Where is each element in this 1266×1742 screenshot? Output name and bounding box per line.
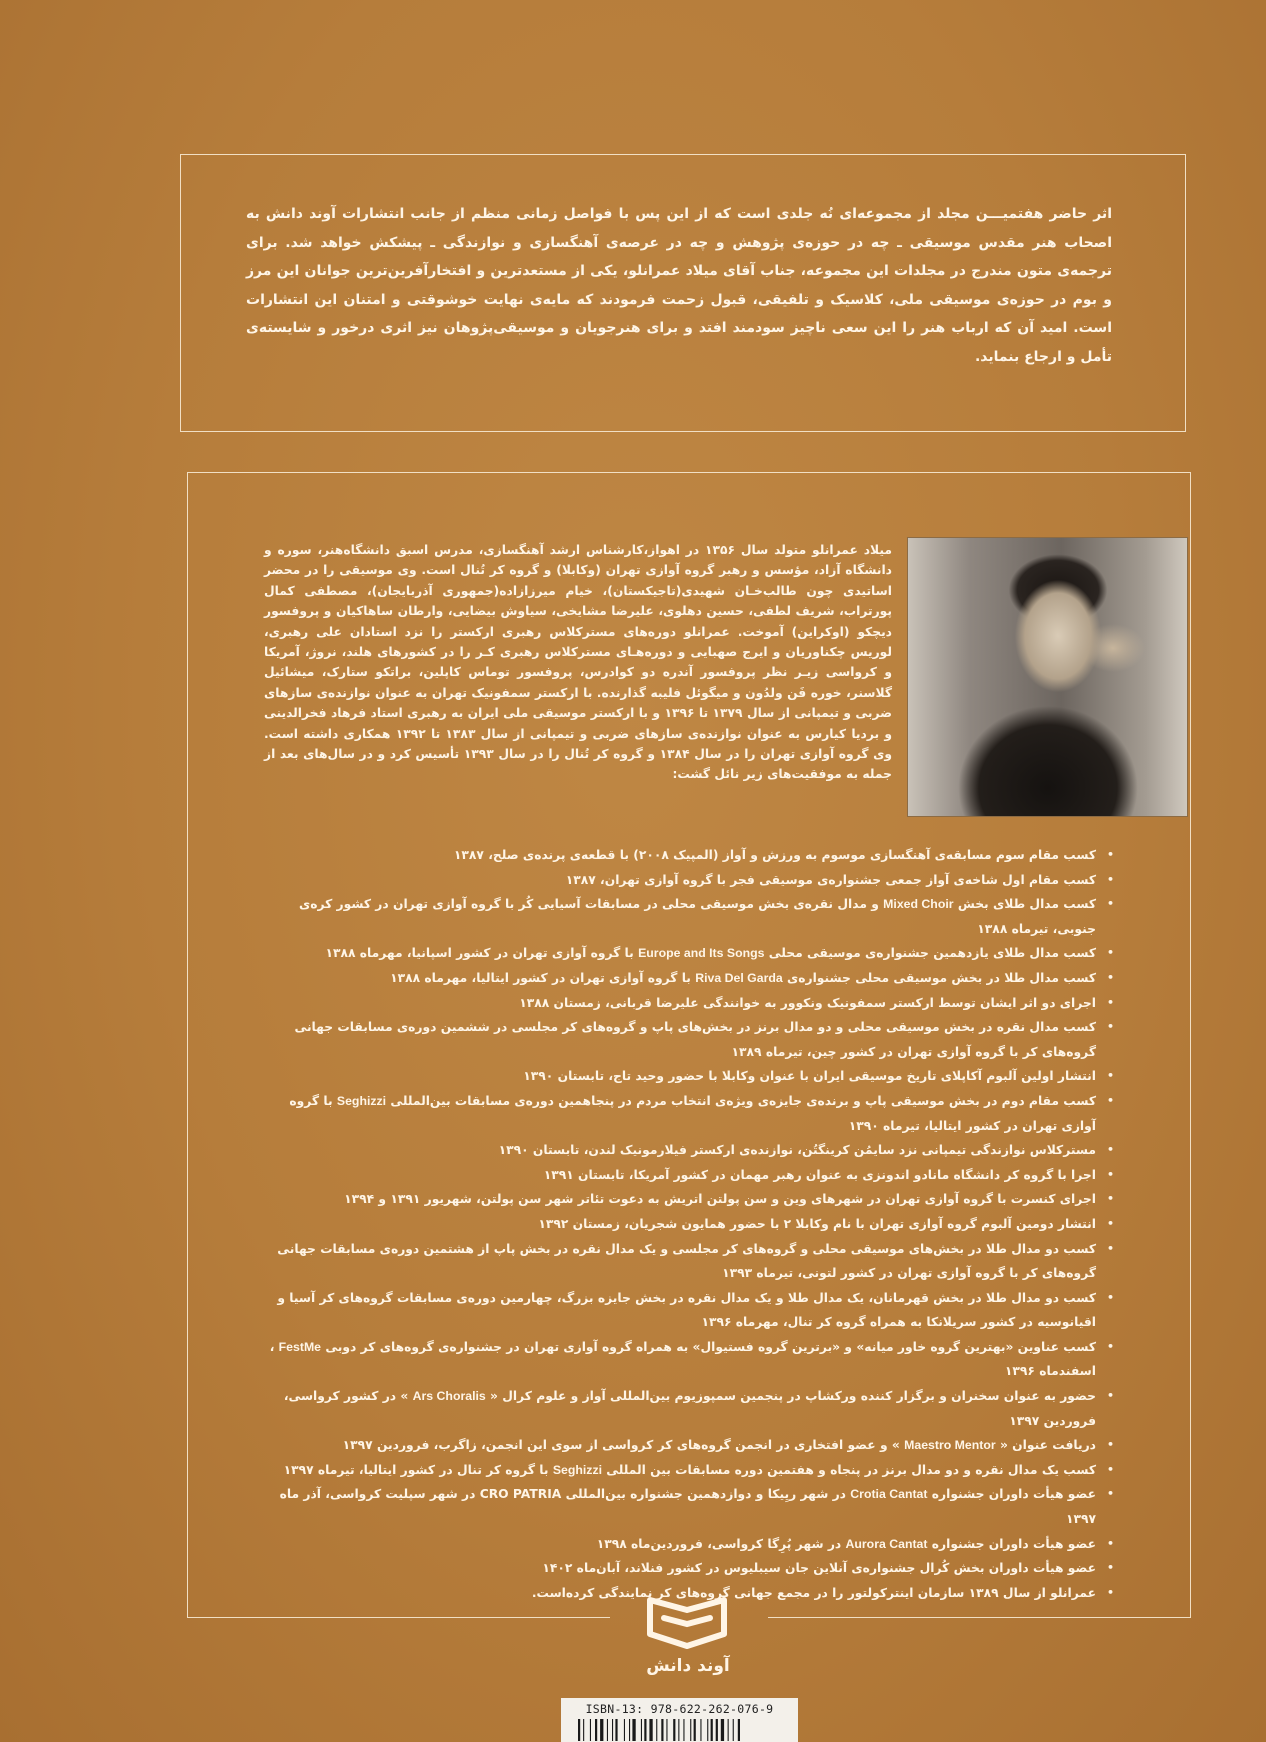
author-photo — [908, 538, 1187, 816]
achievement-latin-name: Ars Choralis — [412, 1389, 486, 1404]
barcode-bar — [615, 1719, 617, 1741]
barcode-bar — [727, 1719, 728, 1741]
achievement-text: انتشار دومین آلبوم گروه آوازی تهران با نام وکابلا ۲ با حضور همایون شجریان، زمستان ۱۳۹۲ — [538, 1216, 1096, 1231]
barcode-bar — [656, 1719, 657, 1741]
achievement-text: با گروه کر تنال در کشور ایتالیا، تیرماه ۱۳۹۷ — [283, 1462, 549, 1477]
achievement-text: » در کشور کرواسی، فروردین ۱۳۹۷ — [283, 1389, 1096, 1428]
achievement-item — [256, 991, 1118, 1016]
achievement-text: کسب دو مدال طلا در بخش قهرمانان، یک مدال طلا و یک مدال نقره در بخش جایزه بزرگ، چهارمین دوره‌ی مسابقات گروه‌های کر آسیا و اقیانوسیه در کشور سریلانکا به همراه گروه کر تنال، مهرماه ۱۳۹۶ — [277, 1290, 1096, 1330]
achievement-item — [256, 1286, 1118, 1335]
bullet-icon: • — [1106, 995, 1114, 1009]
barcode-bar — [600, 1719, 603, 1741]
achievement-item — [256, 1482, 1118, 1531]
barcode-bar — [700, 1719, 701, 1741]
achievement-item — [256, 1163, 1118, 1188]
achievement-text: عضو هیأت داوران جشنواره — [931, 1487, 1096, 1502]
achievement-text: و مدال نقره‌ی بخش موسیقی محلی در مسابقات آسیایی کُر با گروه آوازی تهران در کشور کره‌ی جنوبی، تیرماه ۱۳۸۸ — [298, 897, 1096, 936]
barcode-bar — [632, 1719, 635, 1741]
achievement-item — [256, 1237, 1118, 1286]
barcode-bar — [666, 1719, 667, 1741]
barcode-bar — [606, 1719, 607, 1741]
achievement-item — [256, 1138, 1118, 1163]
barcode-bar — [661, 1719, 663, 1741]
achievement-text: کسب عناوین «بهترین گروه خاور میانه» و «برترین گروه فستیوال» به همراه گروه آوازی تهران در جشنواره‌ی گروه‌های کر دوبی — [325, 1339, 1096, 1354]
bullet-icon: • — [1106, 897, 1114, 911]
achievement-text: کسب یک مدال نقره و دو مدال برنز در پنجاه و هفتمین دوره مسابقات بین المللی — [606, 1462, 1096, 1477]
achievement-item — [256, 1384, 1118, 1433]
bullet-icon: • — [1106, 1192, 1114, 1206]
achievement-text: حضور به عنوان سخنران و برگزار کننده ورکشاپ در پنجمین سمپوزیوم بین‌المللی آواز و علوم کرال « — [490, 1389, 1096, 1404]
achievement-item — [256, 1335, 1118, 1384]
bullet-icon: • — [1106, 1093, 1114, 1107]
barcode-bar — [595, 1719, 597, 1741]
isbn-text: ISBN-13: 978-622-262-076-9 — [585, 1702, 774, 1716]
achievement-text: کسب مدال طلا در بخش موسیقی محلی جشنواره‌ی — [786, 970, 1096, 985]
barcode-bar — [640, 1719, 641, 1741]
achievement-item — [256, 1187, 1118, 1212]
barcode-bar — [629, 1719, 630, 1741]
bullet-icon: • — [1106, 1216, 1114, 1230]
barcode-bar — [623, 1719, 624, 1741]
achievement-text: کسب مدال نقره در بخش موسیقی محلی و دو مدال برنز در بخش‌های پاپ و گروه‌های کر مجلسی در ششمین دوره‌ی مسابقات جهانی گروه‌های کر با گروه آوازی تهران در کشور چین، تیرماه ۱۳۸۹ — [294, 1020, 1096, 1059]
achievement-item — [256, 892, 1118, 941]
bullet-icon: • — [1106, 1389, 1114, 1403]
barcode-bar — [578, 1719, 580, 1741]
barcode-bar — [707, 1719, 708, 1741]
barcode-bar — [678, 1719, 679, 1741]
bullet-icon: • — [1106, 1241, 1114, 1255]
barcode-bar — [720, 1719, 723, 1741]
bullet-icon: • — [1106, 1339, 1114, 1353]
achievement-item — [256, 868, 1118, 893]
bullet-icon: • — [1106, 872, 1114, 886]
achievement-item — [256, 941, 1118, 966]
bullet-icon: • — [1106, 946, 1114, 960]
bullet-icon: • — [1106, 1585, 1114, 1599]
barcode-bar — [589, 1719, 590, 1741]
achievement-text: با گروه آوازی تهران در کشور ایتالیا، مهرماه ۱۳۸۸ — [390, 970, 691, 985]
bio-paragraph: میلاد عمرانلو متولد سال ۱۳۵۶ در اهواز،کارشناس ارشد آهنگسازی، مدرس اسبق دانشگاه‌هنر، سوره و دانشگاه آزاد، مؤسس و رهبر گروه آوازی تهران (وکابلا) و گروه کر تُنال است. وی موسیقی را در محضر اساتیدی چون طالب‌خـان شهیدی(تاجیکستان)، خیام میرزازاده(جمهوری آذربایجان)، مصطفی کمال پورتراب، شریف لطفی، حسین دهلوی، علیرضا مشایخی، سیاوش بیضایی، وارطان ساهاکیان و پروفسور دیچکو (اوکراین) آموخت. عمرانلو دوره‌های مسترکلاس رهبری ارکستر را نزد استادان علی رهبری، لوریس چکناوریان و ایرج صهبایی و دوره‌هـای مسترکلاس رهبری کـر را در کشورهای هلند، نروژ، آمریکا و کرواسی زیـر نظر پروفسور آندره دو کوادرس، پروفسور توماس کاپلین، براتکو ستارک، میشائیل گلاسنر، خوره فَن ولدُون و میگوئل فلیبه گذارنده. با ارکستر سمفونیک تهران به عنوان نوازنده‌ی سازهای ضربی و تیمپانی از سال ۱۳۷۹ تا ۱۳۹۶ و با ارکستر موسیقی ملی ایران به رهبری استاد فرهاد فخرالدینی و بردیا کیارس به عنوان نوازنده‌ی سازهای ضربی و تیمپانی از سال ۱۳۸۳ تا ۱۳۹۲ همکاری داشته است. وی گروه آوازی تهران را در سال ۱۳۸۴ و گروه کر تُنال را در سال ۱۳۹۳ تأسیس کرد و در سال‌های بعد از جمله به موفقیت‌های زیر نائل گشت: — [264, 543, 893, 782]
achievement-latin-name: Aurora Cantat — [845, 1536, 928, 1551]
achievement-item — [256, 966, 1118, 991]
achievement-text: کسب مدال طلای یازدهمین جشنواره‌ی موسیقی محلی — [768, 946, 1096, 961]
bullet-icon: • — [1106, 848, 1114, 861]
achievement-latin-name: Riva Del Garda — [695, 970, 783, 985]
barcode-bar — [715, 1719, 717, 1741]
achievement-text: اجرای دو اثر ایشان توسط ارکستر سمفونیک ونکوور به خوانندگی علیرضا قربانی، زمستان ۱۳۸۸ — [519, 995, 1096, 1010]
barcode-bar — [710, 1719, 712, 1741]
achievement-item — [256, 1458, 1118, 1483]
achievement-text: کسب مدال طلای بخش — [957, 897, 1096, 912]
achievement-text: در شهر پُرِگا کرواسی، فروردین‌ماه ۱۳۹۸ — [596, 1536, 842, 1551]
achievement-text: کسب مقام سوم مسابقه‌ی آهنگسازی موسوم به ورزش و آواز (المپیک ۲۰۰۸) با قطعه‌ی پرنده‌ی صلح، ۱۳۸۷ — [453, 848, 1096, 862]
achievement-text: انتشار اولین آلبوم آکاپلای تاریخ موسیقی ایران با عنوان وکابلا با حضور وحید تاج، تابستان ۱۳۹۰ — [523, 1069, 1096, 1084]
achievement-item — [256, 1433, 1118, 1458]
achievement-item — [256, 843, 1118, 868]
achievement-text: در شهر ریِیکا و دوازدهمین جشنواره بین‌المللی CRO PATRIA در شهر سپلیت کرواسی، آذر ماه ۱۳۹۷ — [279, 1487, 1096, 1527]
achievement-latin-name: Seghizzi — [552, 1462, 603, 1477]
achievement-text: » و عضو افتخاری در انجمن گروه‌های کر کرواسی از سوی این انجمن، زاگرب، فروردین ۱۳۹۷ — [342, 1438, 900, 1453]
achievement-item — [256, 1556, 1118, 1581]
achievement-text: کسب مقام اول شاخه‌ی آواز جمعی جشنواره‌ی موسیقی فجر با گروه آوازی تهران، ۱۳۸۷ — [565, 872, 1096, 887]
achievement-latin-name: FestMe — [278, 1339, 322, 1354]
bullet-icon: • — [1106, 1290, 1114, 1304]
achievement-text: کسب دو مدال طلا در بخش‌های موسیقی محلی و گروه‌های کر مجلسی و یک مدال نقره در بخش پاپ از هشتمین دوره‌ی مسابقات جهانی گروه‌های کر با گروه آوازی تهران در کشور لتونی، تیرماه ۱۳۹۳ — [277, 1241, 1096, 1281]
bullet-icon: • — [1106, 1536, 1114, 1550]
publisher-logo-icon — [646, 1594, 728, 1652]
achievement-text: ، اسفندماه ۱۳۹۶ — [269, 1339, 1096, 1379]
barcode-bar — [693, 1719, 695, 1741]
achievement-latin-name: Seghizzi — [336, 1093, 387, 1108]
isbn-barcode-box — [561, 1698, 798, 1742]
achievement-item — [256, 1532, 1118, 1557]
achievement-text: عضو هیأت داوران بخش کُرال جشنواره‌ی آنلاین جان سیبلیوس در کشور فنلاند، آبان‌ماه ۱۴۰۲ — [542, 1561, 1096, 1576]
achievement-latin-name: Crotia Cantat — [850, 1487, 928, 1502]
barcode-bar — [649, 1719, 652, 1741]
bullet-icon: • — [1106, 1020, 1114, 1034]
frame-bottom-left — [187, 1617, 610, 1618]
bullet-icon: • — [1106, 1069, 1114, 1083]
achievement-latin-name: Maestro Mentor — [904, 1438, 996, 1453]
achievement-item — [256, 1089, 1118, 1138]
achievement-text: مسترکلاس نوازندگی تیمپانی نزد سایمُن کرینگتُن، نوازنده‌ی ارکستر فیلارمونیک لندن، تابستان ۱۳۹۰ — [498, 1143, 1096, 1158]
barcode-bar — [612, 1719, 613, 1741]
achievement-text: با گروه آوازی تهران در کشور اسپانیا، مهرماه ۱۳۸۸ — [325, 946, 634, 961]
bullet-icon: • — [1106, 1561, 1114, 1575]
achievement-latin-name: Europe and Its Songs — [638, 946, 765, 961]
barcode-bar — [732, 1719, 733, 1741]
barcode-bar — [644, 1719, 646, 1741]
bullet-icon: • — [1106, 1462, 1114, 1476]
barcode-bar — [583, 1719, 584, 1741]
achievement-text: دریافت عنوان « — [999, 1438, 1096, 1453]
achievement-text: عمرانلو از سال ۱۳۸۹ سازمان اینترکولتور را در مجمع جهانی گروه‌های کر نمایندگی کرده‌است. — [531, 1585, 1096, 1600]
achievement-item — [256, 1212, 1118, 1237]
bullet-icon: • — [1106, 970, 1114, 984]
bullet-icon: • — [1106, 1487, 1114, 1501]
intro-paragraph: اثر حاضر هفتمیـــن مجلد از مجموعه‌ای نُه جلدی است که از این پس با فواصل زمانی منظم از جانب انتشارات آوند دانش به اصحاب هنر مقدس موسیقی ـ چه در حوزه‌ی پژوهش و چه در عرصه‌ی آهنگسازی و نوازندگی ـ پیشکش خواهد شد. برای ترجمه‌ی متون مندرج در مجلدات این مجموعه، جناب آقای میلاد عمرانلو، یکی از مستعدترین و افتخارآفرین‌ترین جوانان این مرز و بوم در حوزه‌ی موسیقی ملی، کلاسیک و تلفیقی، قبول زحمت فرمودند که مایه‌ی نهایت خوشوقتی و امتنان این انتشارات است. امید آن که ارباب هنر را این سعی ناچیز سودمند افتد و برای هنرجویان و موسیقی‌پژوهان نیز اثری درخور و شایسته‌ی تأمل و ارجاع بنماید. — [246, 206, 1112, 365]
achievement-item — [256, 1015, 1118, 1064]
bullet-icon: • — [1106, 1438, 1114, 1452]
frame-bottom-right — [768, 1617, 1191, 1618]
barcode-bar — [673, 1719, 675, 1741]
barcode-bar — [683, 1719, 684, 1741]
achievement-text: عضو هیأت داوران جشنواره — [931, 1536, 1096, 1551]
barcode-icon — [576, 1719, 784, 1741]
achievement-text: اجرای کنسرت با گروه آوازی تهران در شهرهای وین و سن پولتن اتریش به دعوت تئاتر شهر سن پولتن، شهریور ۱۳۹۱ و ۱۳۹۴ — [344, 1192, 1096, 1207]
achievement-text: اجرا با گروه کر دانشگاه مانادو اندونزی به عنوان رهبر مهمان در کشور آمریکا، تابستان ۱۳۹۱ — [543, 1167, 1096, 1182]
achievement-text: با گروه آوازی تهران در کشور ایتالیا، تیرماه ۱۳۹۰ — [289, 1093, 1096, 1133]
achievements-list — [256, 843, 1118, 1605]
achievement-text: کسب مقام دوم در بخش موسیقی پاپ و برنده‌ی جایزه‌ی ویژه‌ی انتخاب مردم در پنجاهمین دوره‌ی مسابقات بین‌المللی — [390, 1093, 1096, 1108]
barcode-bar — [737, 1719, 739, 1741]
bullet-icon: • — [1106, 1167, 1114, 1181]
achievement-item — [256, 1064, 1118, 1089]
barcode-bar — [690, 1719, 691, 1741]
bullet-icon: • — [1106, 1143, 1114, 1157]
publisher-name: آوند دانش — [646, 1656, 730, 1676]
achievement-latin-name: Mixed Choir — [883, 897, 954, 912]
